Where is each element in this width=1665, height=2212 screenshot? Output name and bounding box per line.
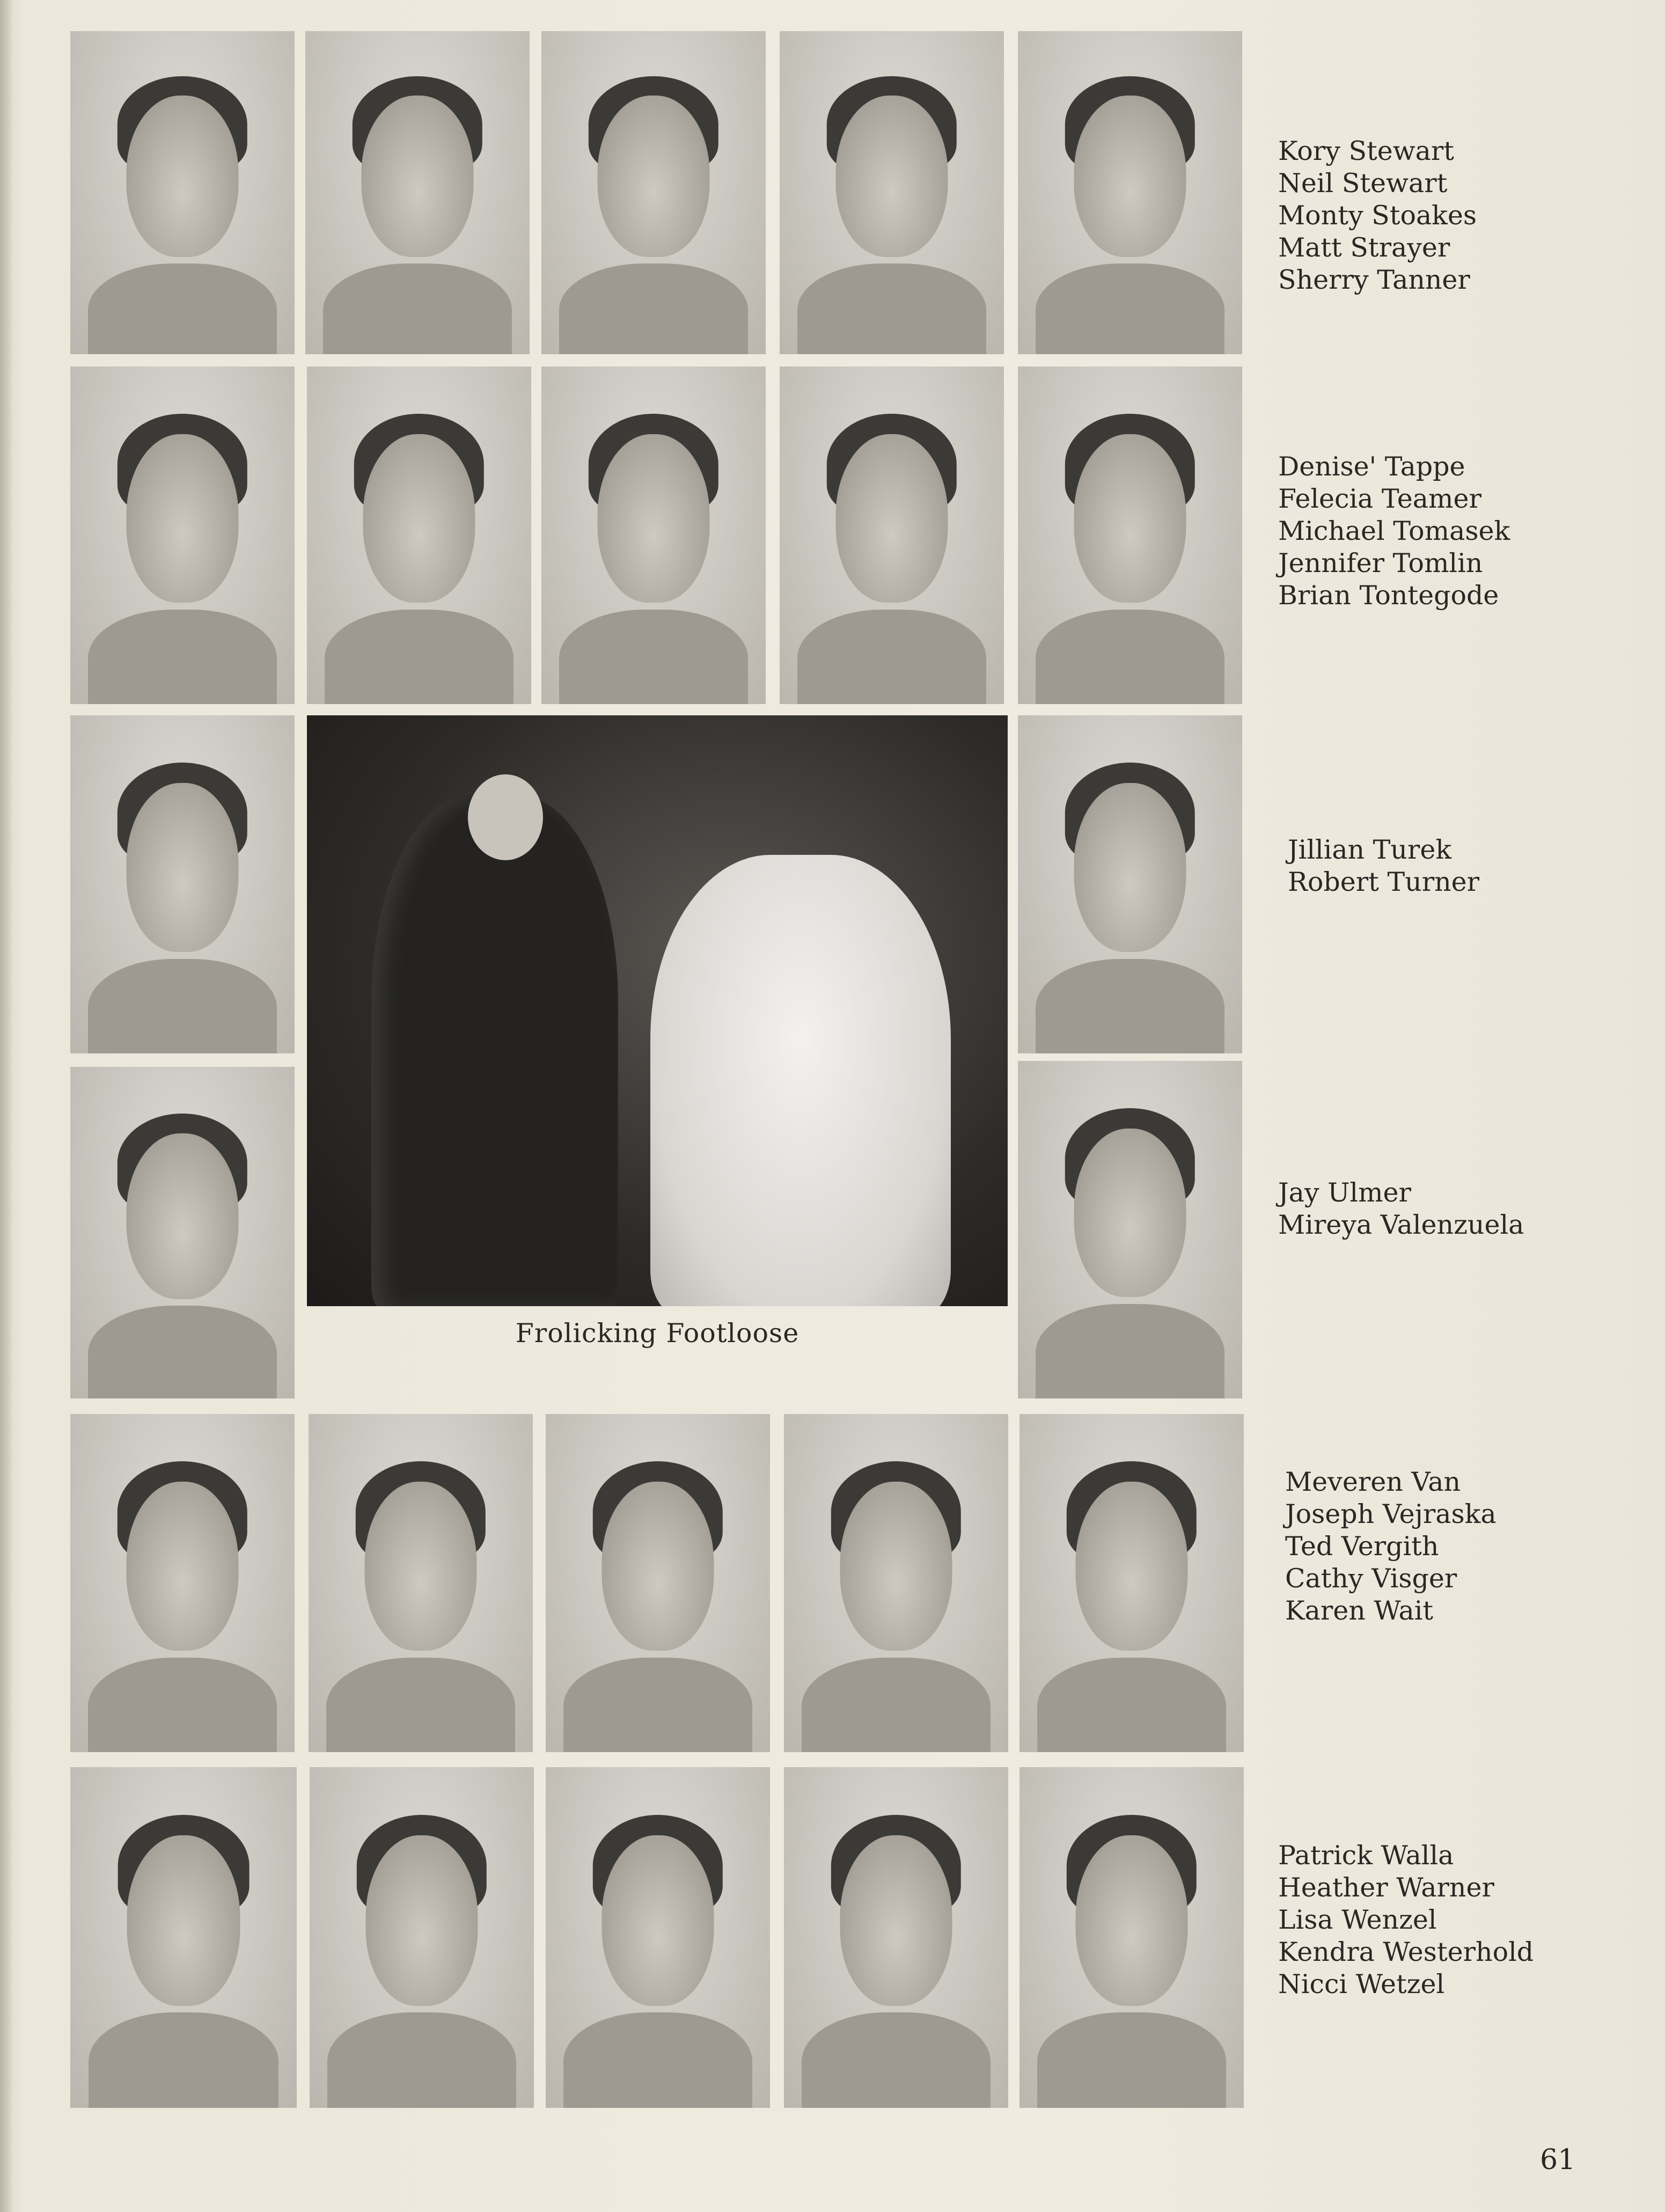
portrait-photo	[784, 1414, 1008, 1752]
portrait-photo	[70, 1767, 297, 2108]
page-spine-shadow	[0, 0, 12, 2212]
portrait-photo	[546, 1414, 770, 1752]
portrait-photo	[546, 1767, 770, 2108]
candid-dance-photo	[307, 715, 1008, 1306]
student-name: Nicci Wetzel	[1278, 1969, 1445, 1999]
portrait-photo	[541, 367, 766, 704]
portrait-photo	[70, 1414, 295, 1752]
student-name: Meveren Van	[1285, 1467, 1461, 1497]
student-name: Jay Ulmer	[1278, 1177, 1411, 1208]
student-name: Denise' Tappe	[1278, 451, 1465, 482]
portrait-photo	[541, 31, 766, 354]
portrait-photo	[70, 715, 295, 1053]
portrait-photo	[1018, 715, 1242, 1053]
portrait-photo	[309, 1414, 533, 1752]
row-3-name-list	[1288, 834, 1479, 898]
student-name: Brian Tontegode	[1278, 580, 1499, 611]
portrait-photo	[1019, 1767, 1244, 2108]
portrait-photo	[307, 367, 531, 704]
student-name: Lisa Wenzel	[1278, 1905, 1437, 1935]
student-name: Michael Tomasek	[1278, 516, 1510, 546]
row-4-name-list	[1278, 1177, 1524, 1241]
row-1-name-list	[1278, 135, 1477, 296]
student-name: Joseph Vejraska	[1285, 1499, 1497, 1529]
student-name: Patrick Walla	[1278, 1840, 1454, 1871]
portrait-photo	[70, 31, 295, 354]
portrait-photo	[1018, 31, 1242, 354]
student-name: Jillian Turek	[1288, 834, 1452, 865]
portrait-photo	[70, 1067, 295, 1398]
portrait-photo	[780, 31, 1004, 354]
student-name: Ted Vergith	[1285, 1531, 1439, 1562]
student-name: Sherry Tanner	[1278, 265, 1470, 295]
student-name: Jennifer Tomlin	[1278, 548, 1483, 578]
student-name: Neil Stewart	[1278, 168, 1448, 199]
student-name: Robert Turner	[1288, 867, 1480, 897]
row-6-name-list	[1278, 1840, 1534, 2001]
student-name: Kory Stewart	[1278, 136, 1454, 166]
portrait-photo	[1019, 1414, 1244, 1752]
student-name: Matt Strayer	[1278, 232, 1450, 263]
student-name: Heather Warner	[1278, 1872, 1494, 1903]
portrait-photo	[784, 1767, 1008, 2108]
student-name: Monty Stoakes	[1278, 200, 1477, 231]
student-name: Mireya Valenzuela	[1278, 1210, 1524, 1240]
student-name: Kendra Westerhold	[1278, 1937, 1534, 1967]
portrait-photo	[310, 1767, 534, 2108]
portrait-photo	[780, 367, 1004, 704]
candid-photo-caption: Frolicking Footloose	[515, 1318, 800, 1349]
portrait-photo	[1018, 367, 1242, 704]
page-number: 61	[1540, 2144, 1576, 2176]
student-name: Felecia Teamer	[1278, 484, 1481, 514]
row-2-name-list	[1278, 451, 1510, 612]
portrait-photo	[1018, 1061, 1242, 1398]
student-name: Karen Wait	[1285, 1595, 1434, 1626]
portrait-photo	[305, 31, 530, 354]
portrait-photo	[70, 367, 295, 704]
row-5-name-list	[1285, 1466, 1497, 1627]
student-name: Cathy Visger	[1285, 1563, 1457, 1594]
